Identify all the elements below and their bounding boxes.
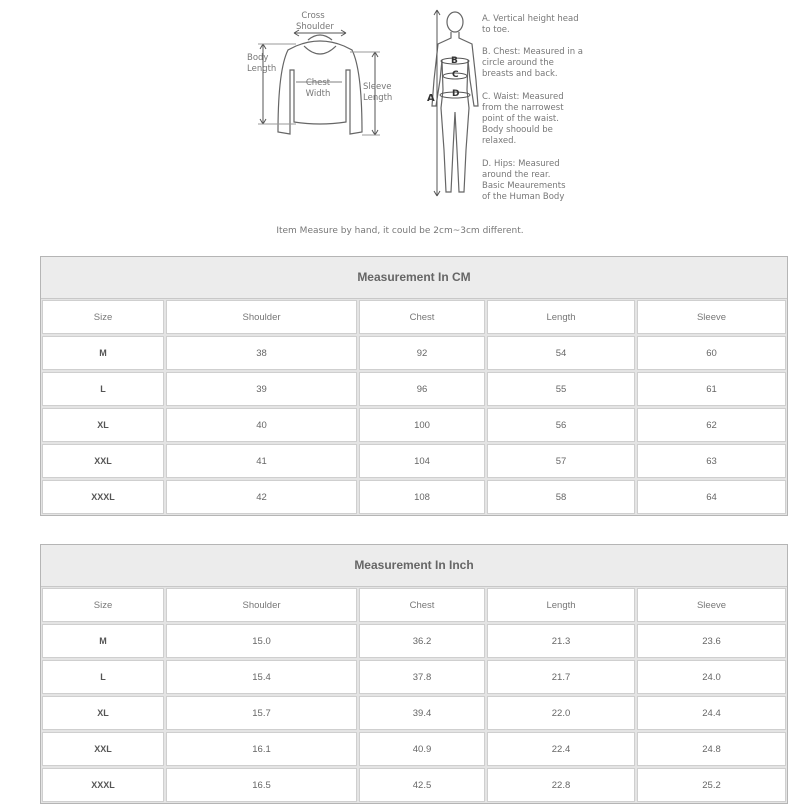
table-row bbox=[41, 443, 787, 479]
header-cell: Length bbox=[487, 300, 635, 334]
table-row bbox=[41, 767, 787, 803]
size-cell: L bbox=[42, 660, 164, 694]
size-cell: XXXL bbox=[42, 768, 164, 802]
header-cell: Chest bbox=[359, 588, 485, 622]
value-cell: 15.0 bbox=[166, 624, 357, 658]
table-row bbox=[41, 731, 787, 767]
header-cell: Sleeve bbox=[637, 588, 786, 622]
header-cell: Size bbox=[42, 300, 164, 334]
value-cell: 54 bbox=[487, 336, 635, 370]
value-cell: 63 bbox=[637, 444, 786, 478]
value-cell: 39.4 bbox=[359, 696, 485, 730]
value-cell: 21.7 bbox=[487, 660, 635, 694]
size-cell: XXL bbox=[42, 732, 164, 766]
value-cell: 100 bbox=[359, 408, 485, 442]
size-cell: M bbox=[42, 336, 164, 370]
table-row bbox=[41, 335, 787, 371]
value-cell: 24.0 bbox=[637, 660, 786, 694]
value-cell: 64 bbox=[637, 480, 786, 514]
body-letter-b: B bbox=[451, 56, 458, 66]
value-cell: 96 bbox=[359, 372, 485, 406]
value-cell: 56 bbox=[487, 408, 635, 442]
sweater-illustration bbox=[0, 0, 800, 240]
table-row bbox=[41, 371, 787, 407]
value-cell: 41 bbox=[166, 444, 357, 478]
value-cell: 42 bbox=[166, 480, 357, 514]
table-title: Measurement In Inch bbox=[41, 545, 787, 587]
table-header-row bbox=[41, 299, 787, 335]
value-cell: 40 bbox=[166, 408, 357, 442]
header-cell: Length bbox=[487, 588, 635, 622]
table-row bbox=[41, 695, 787, 731]
value-cell: 61 bbox=[637, 372, 786, 406]
value-cell: 42.5 bbox=[359, 768, 485, 802]
sleeve-length-label: Sleeve Length bbox=[363, 82, 393, 103]
value-cell: 38 bbox=[166, 336, 357, 370]
size-cell: XL bbox=[42, 408, 164, 442]
value-cell: 21.3 bbox=[487, 624, 635, 658]
value-cell: 22.4 bbox=[487, 732, 635, 766]
value-cell: 58 bbox=[487, 480, 635, 514]
size-cell: XXXL bbox=[42, 480, 164, 514]
body-letter-a: A bbox=[427, 93, 435, 104]
header-cell: Sleeve bbox=[637, 300, 786, 334]
table-row bbox=[41, 407, 787, 443]
value-cell: 92 bbox=[359, 336, 485, 370]
value-cell: 25.2 bbox=[637, 768, 786, 802]
size-cell: XXL bbox=[42, 444, 164, 478]
body-length-label: Body Length bbox=[247, 53, 277, 74]
table-row bbox=[41, 623, 787, 659]
header-cell: Chest bbox=[359, 300, 485, 334]
size-cell: M bbox=[42, 624, 164, 658]
note-d: D. Hips: Measured around the rear. Basic Meaurements of the Human Body bbox=[482, 159, 566, 202]
body-letter-c: C bbox=[452, 70, 459, 80]
value-cell: 57 bbox=[487, 444, 635, 478]
table-row bbox=[41, 479, 787, 515]
table-header-row bbox=[41, 587, 787, 623]
value-cell: 60 bbox=[637, 336, 786, 370]
value-cell: 104 bbox=[359, 444, 485, 478]
value-cell: 36.2 bbox=[359, 624, 485, 658]
value-cell: 37.8 bbox=[359, 660, 485, 694]
measurement-diagram bbox=[0, 0, 800, 240]
value-cell: 15.4 bbox=[166, 660, 357, 694]
note-b: B. Chest: Measured in a circle around the breasts and back. bbox=[482, 47, 583, 79]
value-cell: 16.1 bbox=[166, 732, 357, 766]
value-cell: 39 bbox=[166, 372, 357, 406]
value-cell: 55 bbox=[487, 372, 635, 406]
value-cell: 62 bbox=[637, 408, 786, 442]
measure-disclaimer: Item Measure by hand, it could be 2cm~3cm different. bbox=[276, 226, 524, 236]
value-cell: 22.8 bbox=[487, 768, 635, 802]
header-cell: Shoulder bbox=[166, 300, 357, 334]
cm-size-table bbox=[40, 256, 788, 516]
note-a: A. Vertical height head to toe. bbox=[482, 14, 579, 35]
cross-shoulder-label: Cross Shoulder bbox=[296, 11, 334, 32]
value-cell: 16.5 bbox=[166, 768, 357, 802]
value-cell: 24.4 bbox=[637, 696, 786, 730]
body-letter-d: D bbox=[452, 89, 460, 99]
chest-width-label: Chest Width bbox=[305, 78, 331, 99]
table-title: Measurement In CM bbox=[41, 257, 787, 299]
value-cell: 108 bbox=[359, 480, 485, 514]
header-cell: Shoulder bbox=[166, 588, 357, 622]
value-cell: 23.6 bbox=[637, 624, 786, 658]
body-figure bbox=[432, 12, 478, 192]
value-cell: 40.9 bbox=[359, 732, 485, 766]
header-cell: Size bbox=[42, 588, 164, 622]
value-cell: 24.8 bbox=[637, 732, 786, 766]
inch-size-table bbox=[40, 544, 788, 804]
value-cell: 22.0 bbox=[487, 696, 635, 730]
size-cell: XL bbox=[42, 696, 164, 730]
value-cell: 15.7 bbox=[166, 696, 357, 730]
table-row bbox=[41, 659, 787, 695]
size-cell: L bbox=[42, 372, 164, 406]
note-c: C. Waist: Measured from the narrowest point of the waist. Body shoould be relaxed. bbox=[482, 92, 564, 146]
